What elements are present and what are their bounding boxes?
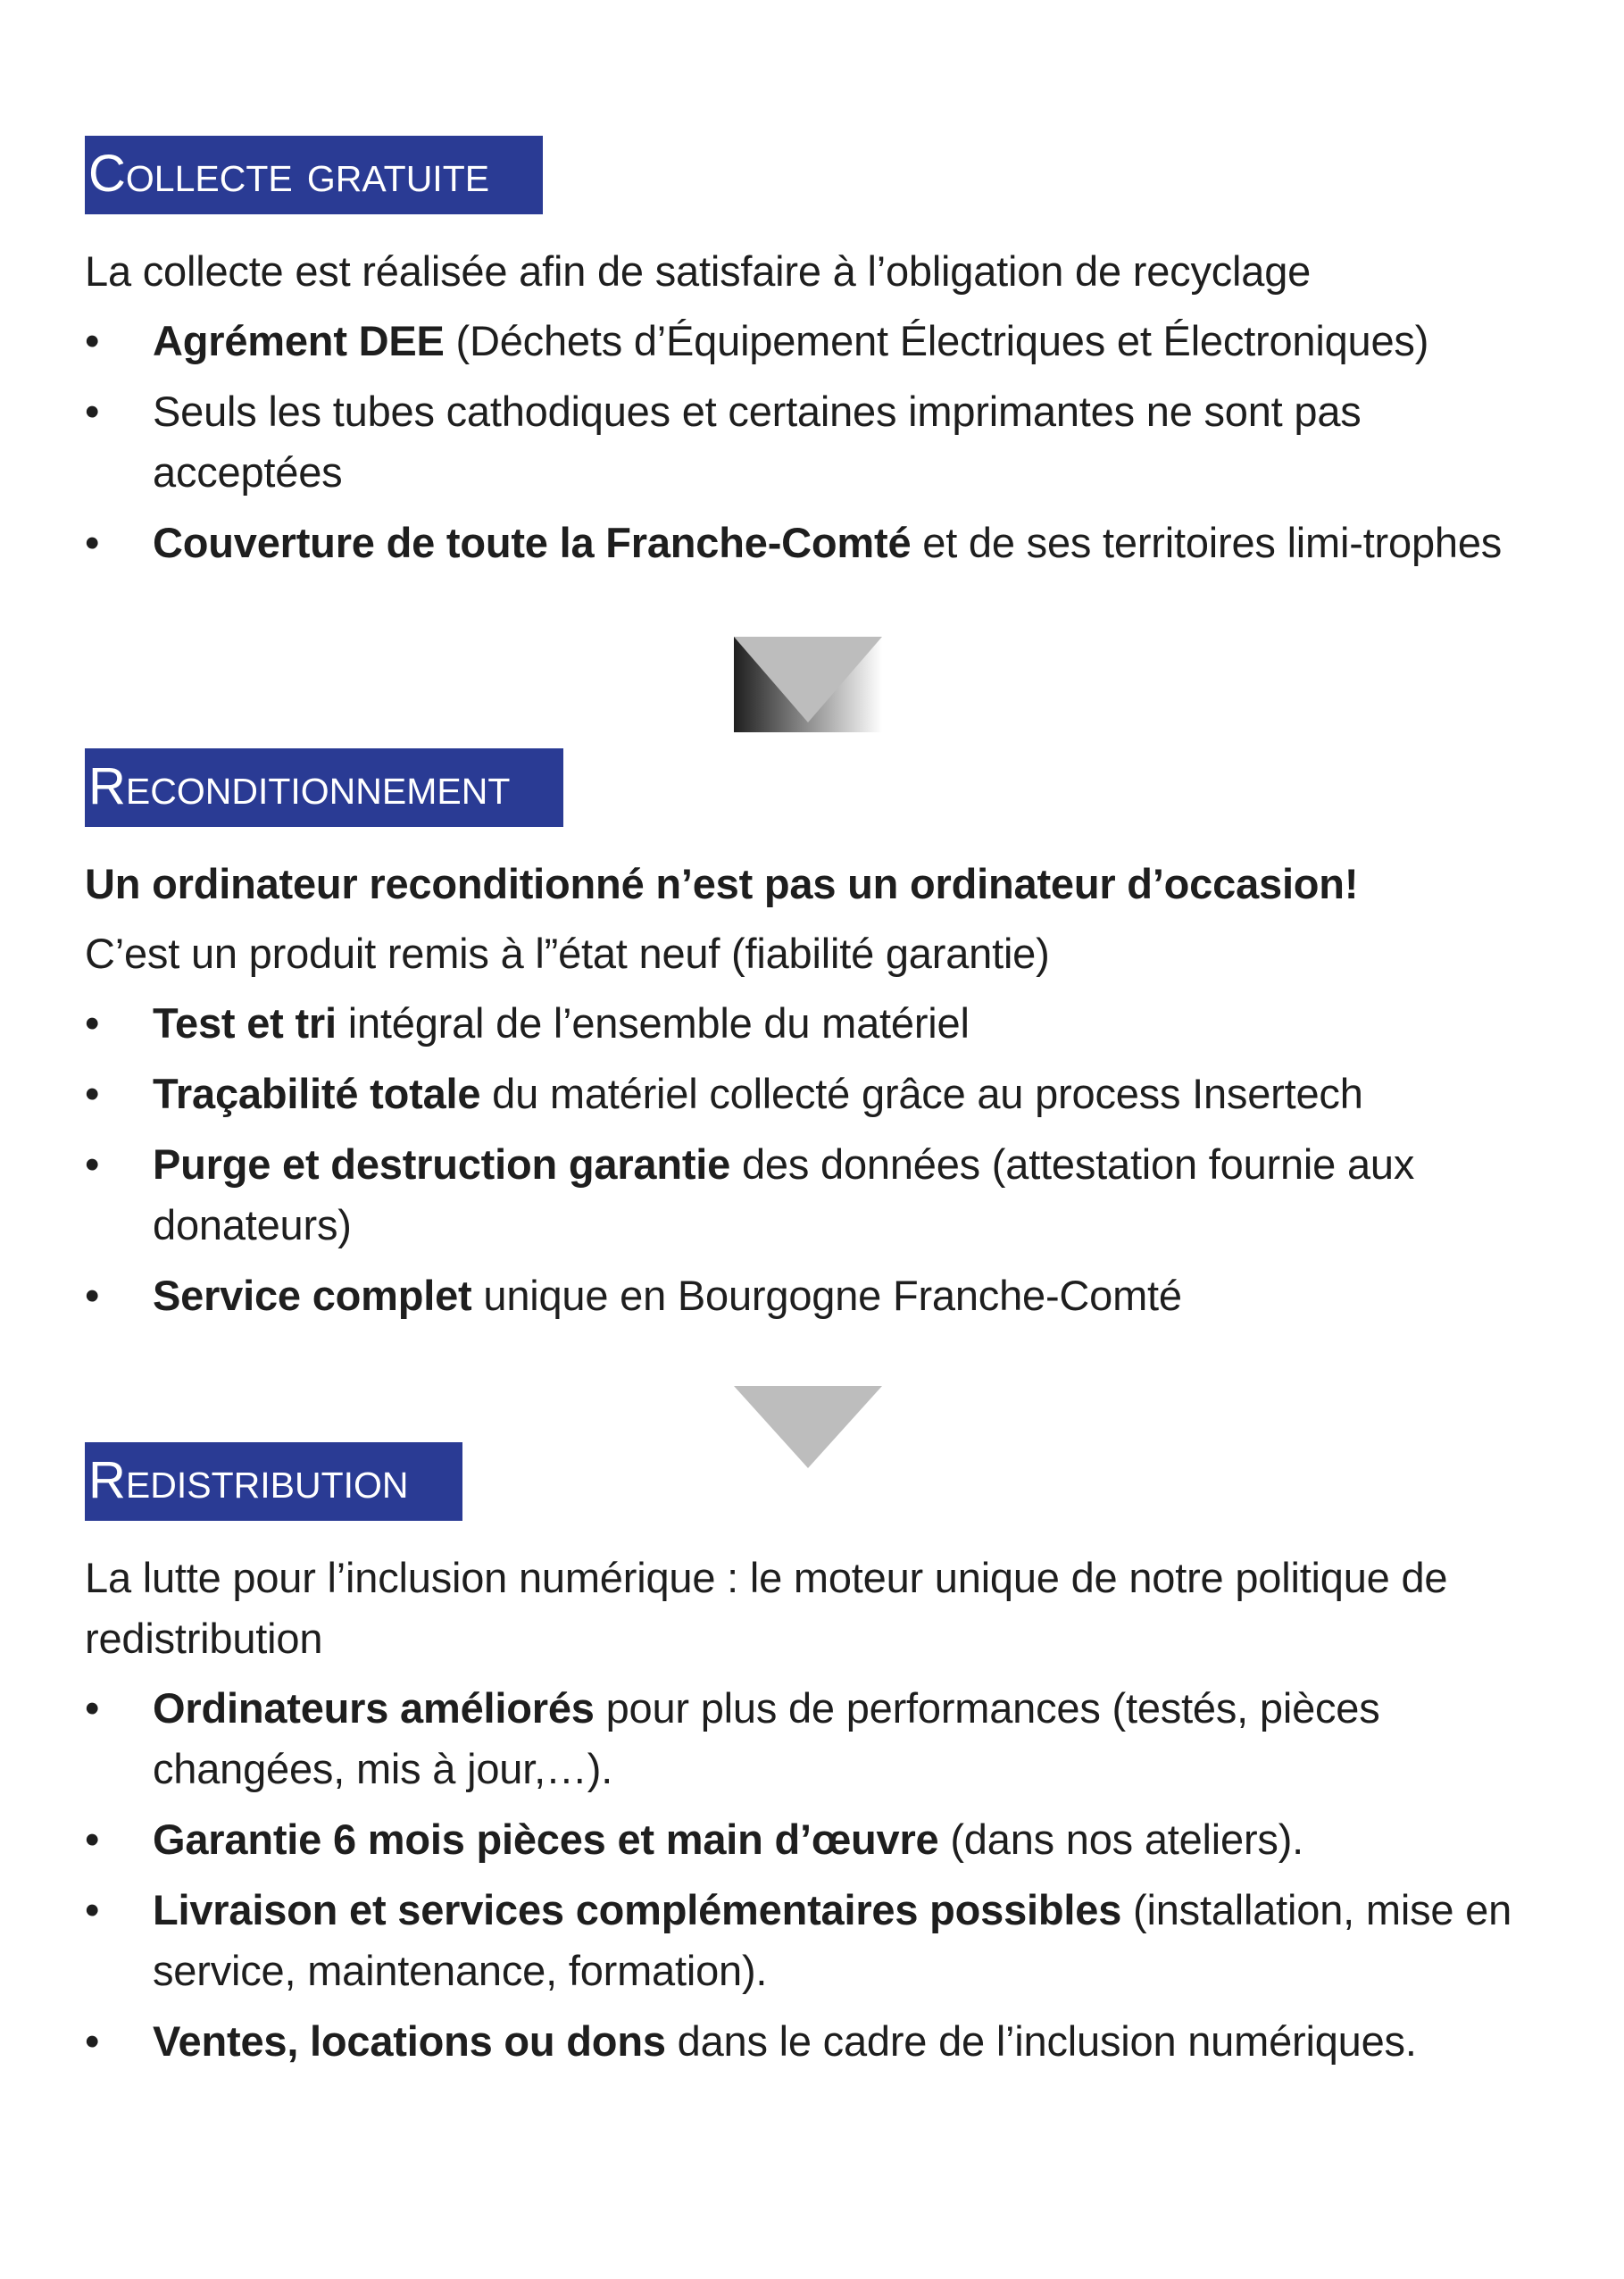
bullet-dot: • [85, 999, 100, 1047]
list-item [85, 1880, 1549, 2001]
bullet-dot: • [85, 1140, 100, 1188]
item-text: dans le cadre de l’inclusion numériques. [665, 2017, 1417, 2065]
list-item [85, 1265, 1549, 1326]
list-item [85, 1678, 1549, 1799]
list-item [85, 381, 1549, 503]
section-heading: Reconditionnement [85, 748, 563, 827]
item-strong: Test et tri [153, 999, 337, 1047]
section-intro: C’est un produit remis à l”état neuf (fiabilité garantie) [85, 930, 1050, 977]
item-strong: Ordinateurs améliorés [153, 1684, 595, 1732]
bullet-list [85, 311, 1549, 573]
item-strong: Service complet [153, 1272, 472, 1319]
list-item [85, 513, 1549, 573]
item-text: du matériel collecté grâce au process Insertech [480, 1070, 1363, 1117]
bullet-dot: • [85, 2017, 100, 2065]
section-collecte [85, 136, 1549, 583]
section-reconditionnement [85, 748, 1549, 1336]
section-intro: La collecte est réalisée afin de satisfaire à l’obligation de recyclage [85, 247, 1312, 295]
item-strong: Garantie 6 mois pièces et main d’œuvre [153, 1816, 939, 1863]
section-heading: Collecte gratuite [85, 136, 543, 214]
bullet-dot: • [85, 1886, 100, 1933]
section-redistribution [85, 1442, 1549, 2082]
item-text: Seuls les tubes cathodiques et certaines imprimantes ne sont pas acceptées [153, 388, 1362, 496]
bullet-list [85, 993, 1549, 1326]
item-text: intégral de l’ensemble du matériel [336, 999, 970, 1047]
item-strong: Purge et destruction garantie [153, 1140, 731, 1188]
item-text: des données (attestation fournie aux donateurs) [153, 1140, 1415, 1248]
list-item [85, 1134, 1549, 1256]
list-item [85, 1809, 1549, 1870]
item-text: (dans nos ateliers). [938, 1816, 1304, 1863]
section-intro-strong: Un ordinateur reconditionné n’est pas un ordinateur d’occasion! [85, 860, 1359, 907]
bullet-dot: • [85, 1272, 100, 1319]
item-text: (Déchets d’Équipement Électriques et Électroniques) [444, 317, 1429, 364]
bullet-dot: • [85, 317, 100, 364]
bullet-dot: • [85, 519, 100, 566]
section-heading: Redistribution [85, 1442, 462, 1521]
bullet-dot: • [85, 1070, 100, 1117]
item-strong: Ventes, locations ou dons [153, 2017, 666, 2065]
down-triangle-gradient-icon [734, 637, 882, 732]
item-strong: Couverture de toute la Franche-Comté [153, 519, 912, 566]
bullet-dot: • [85, 1816, 100, 1863]
item-text: et de ses territoires limi-trophes [911, 519, 1503, 566]
item-strong: Traçabilité totale [153, 1070, 481, 1117]
list-item [85, 993, 1549, 1054]
list-item [85, 311, 1549, 371]
item-strong: Livraison et services complémentaires possibles [153, 1886, 1122, 1933]
list-item [85, 2011, 1549, 2072]
list-item [85, 1064, 1549, 1124]
item-text: unique en Bourgogne Franche-Comté [471, 1272, 1182, 1319]
bullet-dot: • [85, 1684, 100, 1732]
item-strong: Agrément DEE [153, 317, 445, 364]
item-text: pour plus de performances (testés, pièces changées, mis à jour,…). [153, 1684, 1380, 1792]
bullet-list [85, 1678, 1549, 2072]
bullet-dot: • [85, 388, 100, 435]
section-intro: La lutte pour l’inclusion numérique : le moteur unique de notre politique de redistribution [85, 1554, 1448, 1662]
item-text: (installation, mise en service, maintenance, formation). [153, 1886, 1512, 1994]
